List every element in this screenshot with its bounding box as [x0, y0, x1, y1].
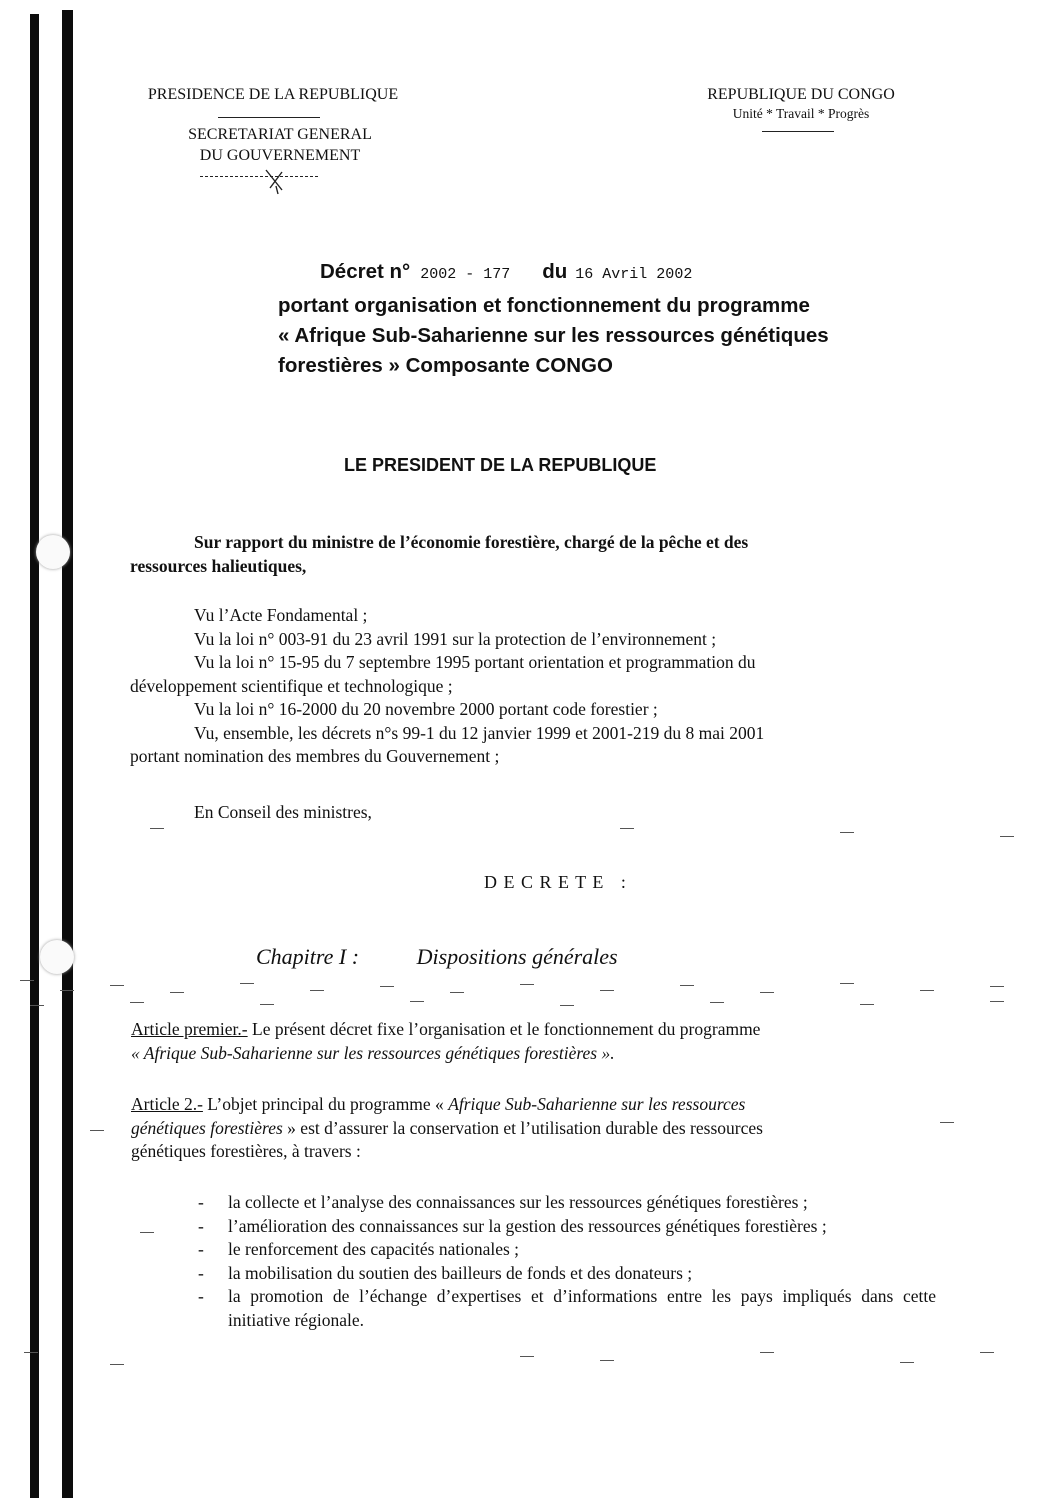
article-2-text-b: » est d’assurer la conservation et l’utilisation durable des ressources	[282, 1117, 763, 1138]
header-left-rule-2	[200, 176, 318, 177]
list-item: - la collecte et l’analyse des connaissances sur les ressources génétiques forestières ;	[198, 1192, 808, 1212]
article-2-line-2	[131, 1117, 937, 1141]
article-1-text: Le présent décret fixe l’organisation et le fonctionnement du programme	[247, 1019, 761, 1039]
rapport-paragraph	[130, 531, 935, 578]
article-1-line-2: « Afrique Sub-Saharienne sur les ressources génétiques forestières ».	[131, 1042, 615, 1063]
article-2-line-3: génétiques forestières, à travers :	[131, 1141, 361, 1161]
scan-edge-bar-left	[30, 14, 39, 1498]
article-2-text-a: L’objet principal du programme «	[202, 1094, 449, 1114]
star-mark-icon	[262, 166, 288, 196]
header-left	[118, 84, 428, 105]
visa-2: Vu la loi n° 003-91 du 23 avril 1991 sur la protection de l’environnement ;	[194, 628, 717, 649]
scan-edge-bar-right	[62, 10, 73, 1498]
chapter-heading	[256, 944, 618, 970]
decree-title-line-3: forestières » Composante CONGO	[278, 354, 613, 377]
president-heading: LE PRESIDENT DE LA REPUBLIQUE	[344, 455, 657, 475]
presidence-label: PRESIDENCE DE LA REPUBLIQUE	[147, 86, 399, 103]
visas-block	[130, 604, 935, 769]
decree-number-line	[320, 260, 880, 284]
article-2-bullets	[198, 1191, 936, 1332]
gouvernement-label: DU GOUVERNEMENT	[199, 147, 361, 164]
decree-du-label: du	[542, 260, 568, 283]
rapport-line-2: ressources halieutiques,	[130, 555, 307, 576]
article-1	[131, 1018, 937, 1065]
decrete-heading: D E C R E T E :	[484, 872, 627, 892]
visa-5-line-2: portant nomination des membres du Gouvernement ;	[130, 746, 500, 766]
list-item: - l’amélioration des connaissances sur la gestion des ressources génétiques forestières ;	[198, 1215, 827, 1236]
decree-title-line-1: portant organisation et fonctionnement du programme	[278, 294, 810, 317]
article-2-label: Article 2.-	[131, 1094, 203, 1114]
article-2-line-1	[131, 1093, 937, 1117]
devise-label: Unité * Travail * Progrès	[732, 106, 870, 121]
article-1-label: Article premier.-	[131, 1019, 248, 1039]
decree-title	[278, 291, 968, 381]
visa-4: Vu la loi n° 16-2000 du 20 novembre 2000 portant code forestier ;	[194, 699, 658, 719]
visa-5-line-1: Vu, ensemble, les décrets n°s 99-1 du 12 janvier 1999 et 2001-219 du 8 mai 2001	[194, 722, 765, 743]
article-2-italic-a: Afrique Sub-Saharienne sur les ressources	[448, 1094, 746, 1114]
decree-date: 16 Avril 2002	[575, 266, 693, 283]
header-right	[676, 84, 926, 123]
chapter-title: Dispositions générales	[416, 944, 618, 969]
visa-1: Vu l’Acte Fondamental ;	[194, 605, 368, 625]
bullet-list	[198, 1191, 936, 1332]
decree-label: Décret n°	[320, 260, 411, 283]
visa-3-line-1: Vu la loi n° 15-95 du 7 septembre 1995 portant orientation et programmation du	[194, 652, 756, 672]
list-item: - la mobilisation du soutien des bailleurs de fonds et des donateurs ;	[198, 1262, 693, 1283]
conseil-line: En Conseil des ministres,	[194, 802, 372, 822]
decree-number: 2002 - 177	[420, 266, 511, 283]
rapport-line-1: Sur rapport du ministre de l’économie forestière, chargé de la pêche et des	[194, 532, 749, 552]
article-2-italic-b: génétiques forestières	[131, 1117, 283, 1138]
punch-hole-bottom	[40, 940, 74, 974]
header-left-rule-1	[218, 117, 320, 118]
visa-3-line-2: développement scientifique et technologique ;	[130, 675, 453, 696]
chapter-number: Chapitre I :	[256, 944, 360, 969]
list-item: - le renforcement des capacités nationales ;	[198, 1239, 520, 1259]
secretariat-label: SECRETARIAT GENERAL	[188, 126, 372, 143]
decree-title-line-2: « Afrique Sub-Saharienne sur les ressources génétiques	[278, 324, 829, 347]
punch-hole-top	[36, 535, 70, 569]
republique-label: REPUBLIQUE DU CONGO	[707, 86, 895, 103]
article-2	[131, 1093, 937, 1164]
secretariat-block	[160, 124, 400, 166]
header-right-rule	[762, 131, 834, 132]
article-1-line-1	[131, 1018, 937, 1042]
list-item: - la promotion de l’échange d’expertises et d’informations entre les pays impliqués dans cette initiative régionale.	[198, 1286, 936, 1330]
